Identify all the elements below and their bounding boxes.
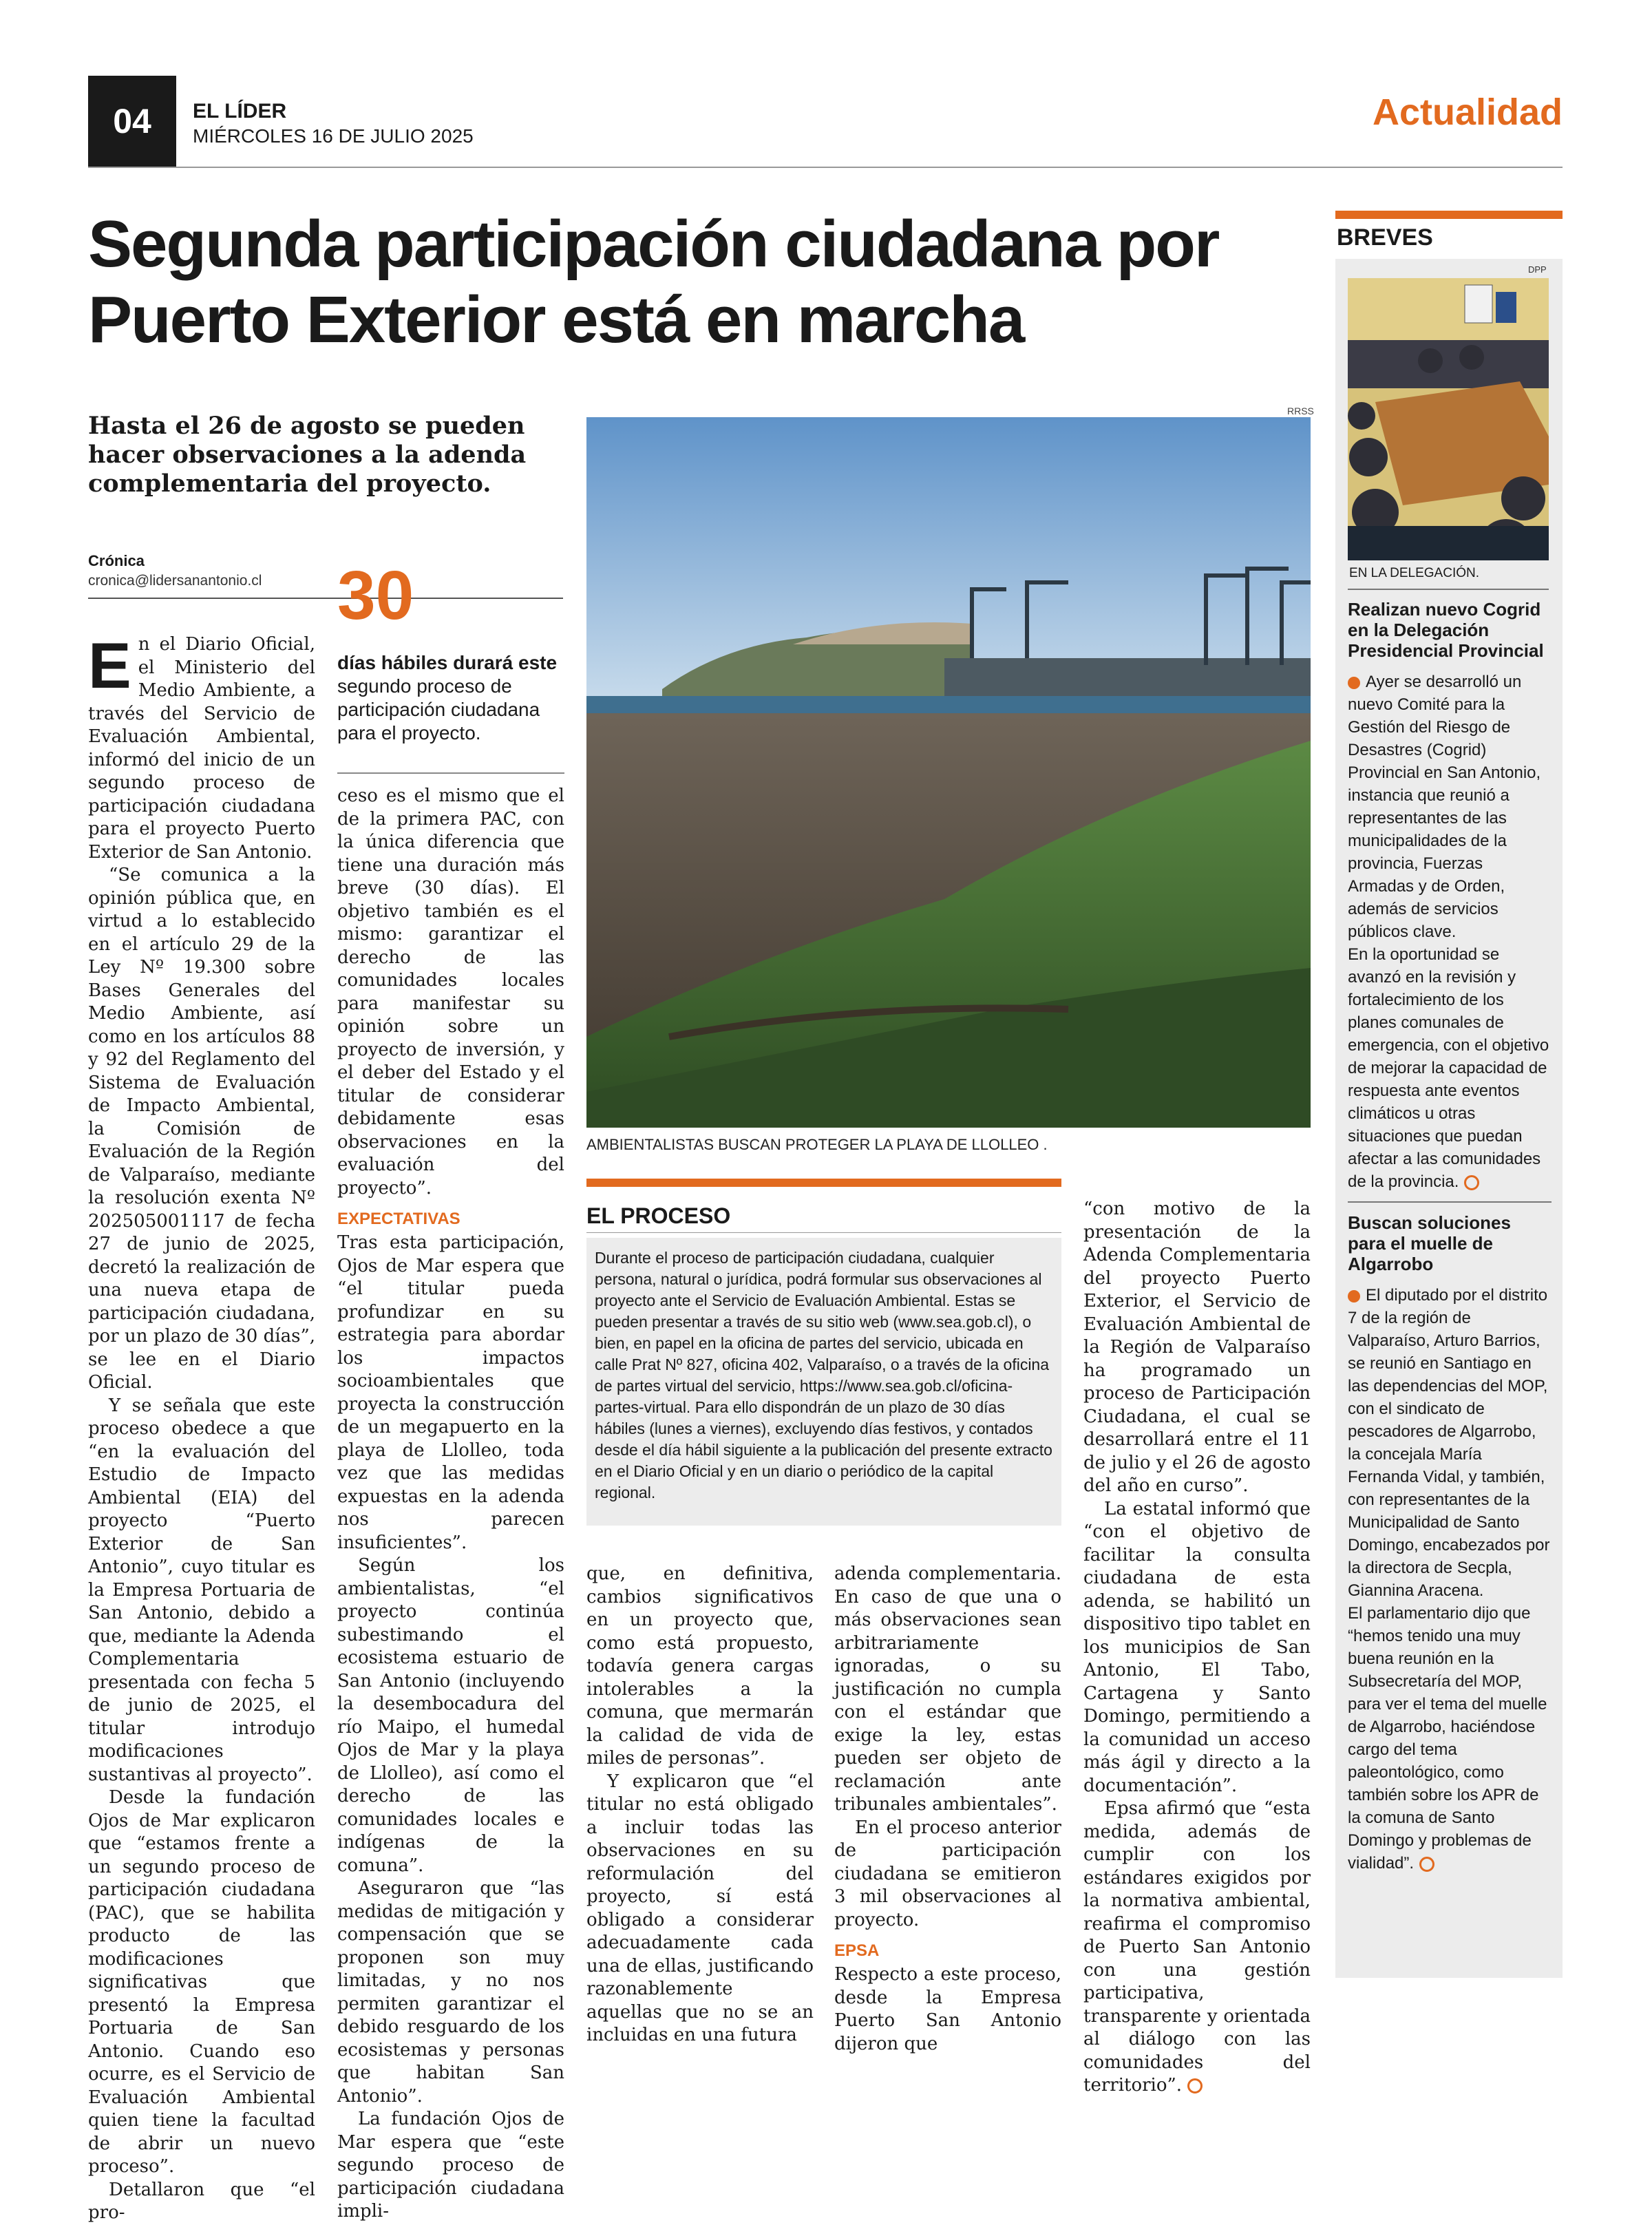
photo-caption: AMBIENTALISTAS BUSCAN PROTEGER LA PLAYA DE LLOLLEO . — [586, 1136, 1048, 1153]
highlight-text: segundo proceso de participación ciudadana para el proyecto. — [337, 675, 540, 744]
brief-cogrid — [1348, 599, 1552, 1875]
highlight-bold: días hábiles durará este — [337, 652, 558, 673]
brief-1-title: Realizan nuevo Cogrid en la Delegación Presidencial Provincial — [1348, 599, 1544, 661]
end-mark-icon — [1187, 2078, 1203, 2094]
newspaper-name: EL LÍDER — [193, 100, 287, 123]
col4-subheading: EPSA — [834, 1941, 880, 1960]
article-headline: Segunda participación ciudadana por Puerto Exterior está en marcha — [88, 207, 1219, 357]
box-title: EL PROCESO — [586, 1203, 731, 1228]
col2-subheading: EXPECTATIVAS — [337, 1210, 460, 1228]
highlight-number: 30 — [337, 557, 414, 634]
box-rule — [586, 1232, 1061, 1233]
col1-paragraph-5: Detallaron que “el pro- — [88, 2179, 315, 2223]
article-subhead: Hasta el 26 de agosto se pueden hacer observaciones a la adenda complementaria del proyecto. — [88, 412, 527, 498]
end-mark-icon — [1464, 1175, 1479, 1190]
box-text: Durante el proceso de participación ciudadana, cualquier persona, natural o jurídica, podrá formular sus observaciones al proyecto ante el Servicio de Evaluación Ambiental. Estas se pueden presentar a través de su sitio web (www.sea.gob.cl), o bien, en papel en la oficina de partes del servicio, ubicada en calle Prat Nº 827, oficina 402, Valparaíso, o a través de la oficina de partes virtual del servicio, https://www.sea.gob.cl/oficina-partes-virtual. Para ello dispondrán de un plazo de 30 días hábiles (lunes a viernes), excluyendo días festivos, y contados desde el día hábil siguiente a la publicación del presente extracto en el Diario Oficial y en un diario o periódico de la capital regional. — [595, 1249, 1052, 1501]
col2-paragraph-3: Según los ambientalistas, “el proyecto continúa subestimando el ecosistema estuario de San Antonio (incluyendo la desembocadura del río Maipo, el humedal Ojos de Mar y la playa de Llolleo), así como el derecho de las comunidades locales e indígenas de la comuna”. — [337, 1555, 564, 1876]
sidebar-accent-bar — [1335, 211, 1563, 219]
dropcap: E — [88, 629, 131, 702]
page-number: 04 — [88, 76, 176, 167]
bullet-icon — [1348, 1290, 1360, 1303]
col4-paragraph-1: adenda complementaria. En caso de que una o más observaciones sean arbitrariamente ignoradas, o su justificación no cumpla con el estándar que exige la ley, estas pueden ser objeto de reclamación ante tribunales ambientales”. — [834, 1563, 1061, 1815]
bullet-icon — [1348, 677, 1360, 689]
col1-paragraph-4: Desde la fundación Ojos de Mar explicaron que “estamos frente a un segundo proceso de participación ciudadana (PAC), que se habilita producto de las modificaciones significativas que presentó la Empresa Portuaria de San Antonio. Cuando eso ocurre, es el Servicio de Evaluación Ambiental quien tiene la facultad de abrir un nuevo proceso”. — [88, 1787, 315, 2177]
byline-name: Crónica — [88, 552, 145, 569]
article-column-3 — [586, 1563, 814, 2047]
sidebar-title: BREVES — [1337, 224, 1433, 251]
article-column-4 — [834, 1563, 1061, 2056]
col5-paragraph-1: “con motivo de la presentación de la Adenda Complementaria del proyecto Puerto Exterior, el Servicio de Evaluación Ambiental de la Región de Valparaíso ha programado un proceso de Participación Ciudadana, el cual se desarrollará entre el 11 de julio y el 26 de agosto del año en curso”. — [1083, 1199, 1311, 1496]
byline-rule — [88, 598, 563, 599]
issue-date: MIÉRCOLES 16 DE JULIO 2025 — [193, 125, 474, 147]
meeting-photo — [1348, 278, 1549, 560]
photo-credit: RRSS — [1287, 405, 1314, 416]
byline-email[interactable]: cronica@lidersanantonio.cl — [88, 573, 262, 589]
article-column-5 — [1083, 1198, 1311, 2098]
sidebar-photo-caption: EN LA DELEGACIÓN. — [1349, 566, 1480, 580]
brief-divider — [1348, 1201, 1552, 1203]
end-mark-icon — [1419, 1857, 1434, 1872]
col2-paragraph-2: Tras esta participación, Ojos de Mar espera que “el titular pueda profundizar en su estrategia para abordar los impactos socioambientales que proyecta la construcción de un megapuerto en la playa de Llolleo, toda vez que las medidas expuestas en la adenda nos parecen insuficientes”. — [337, 1232, 564, 1553]
col1-paragraph-3: Y se señala que este proceso obedece a que “en la evaluación del Estudio de Impacto Ambiental (EIA) del proyecto “Puerto Exterior de San Antonio”, cuyo titular es la Empresa Portuaria de San Antonio, debido a que, mediante la Adenda Complementaria presentada con fecha 5 de junio de 2025, el titular introdujo modificaciones sustantivas al proyecto”. — [88, 1395, 315, 1785]
col4-paragraph-3: Respecto a este proceso, desde la Empresa Puerto San Antonio dijeron que — [834, 1964, 1061, 2054]
col2-paragraph-4: Aseguraron que “las medidas de mitigación y compensación que se proponen son muy limitadas, y no nos permiten garantizar el debido resguardo de los ecosistemas y personas que habitan San Antonio”. — [337, 1878, 564, 2107]
sidebar-photo-credit: DPP — [1528, 264, 1547, 275]
col2-paragraph-1: ceso es el mismo que el de la primera PAC, con la única diferencia que tiene una duración más breve (30 días). El objetivo también es el mismo: garantizar el derecho de las comunidades locales para manifestar su opinión sobre un proyecto de inversión, y el deber del Estado y el titular de considerar debidamente esas observaciones en la evaluación del proyecto”. — [337, 785, 564, 1199]
brief-2-title: Buscan soluciones para el muelle de Algarrobo — [1348, 1212, 1511, 1274]
col1-paragraph-2: “Se comunica a la opinión pública que, en virtud a lo establecido en el artículo 29 de la Ley Nº 19.300 sobre Bases Generales del Medio Ambiente, así como en los artículos 88 y 92 del Reglamento del Sistema de Evaluación de Impacto Ambiental, la Comisión de Evaluación de la Región de Valparaíso, mediante la resolución exenta Nº 202505001117 de fecha 27 de junio de 2025, decretó la realización de una nueva etapa de participación ciudadana, por un plazo de 30 días”, se lee en el Diario Oficial. — [88, 865, 315, 1393]
col3-paragraph-1: que, en definitiva, cambios significativos en un proyecto que, como está propuesto, todavía genera cargas intolerables a la comuna, que mermarán la calidad de vida de miles de personas”. — [586, 1563, 814, 1769]
accent-rule — [586, 1179, 1061, 1187]
col5-paragraph-2: La estatal informó que “con el objetivo de facilitar la consulta ciudadana de esta adenda, se habilitó un dispositivo tipo tablet en los municipios de San Antonio, El Tabo, Cartagena y Santo Domingo, permitiendo a la comunidad un acceso más ágil y directo a la documentación”. — [1083, 1498, 1311, 1796]
highlight-rule — [337, 772, 564, 774]
process-box — [586, 1238, 1061, 1526]
brief-2-paragraph-1: El diputado por el distrito 7 de la región de Valparaíso, Arturo Barrios, se reunió en Santiago en las dependencias del MOP, con el sindicato de pescadores de Algarrobo, la concejala María Fernanda Vidal, y también, con representantes de la Municipalidad de Santo Domingo, encabezados por la directora de Secpla, Giannina Aracena. — [1348, 1286, 1550, 1600]
sidebar-rule — [1348, 589, 1549, 590]
beach-port-photo — [586, 417, 1311, 1128]
col1-paragraph-1: n el Diario Oficial, el Ministerio del Medio Ambiente, a través del Servicio de Evaluación Ambiental, informó del inicio de un segundo proceso de participación ciudadana para el proyecto Puerto Exterior de San Antonio. — [88, 634, 315, 863]
col5-paragraph-3: Epsa afirmó que “esta medida, además de cumplir con los estándares exigidos por la normativa ambiental, reafirma el compromiso de Puerto San Antonio con una gestión participativa, transparente y orientada al diálogo con las comunidades del territorio”. — [1083, 1798, 1311, 2096]
col4-paragraph-2: En el proceso anterior de participación ciudadana se emitieron 3 mil observaciones al proyecto. — [834, 1817, 1061, 1930]
col2-paragraph-5: La fundación Ojos de Mar espera que “este segundo proceso de participación ciudadana impli- — [337, 2109, 564, 2222]
article-column-1 — [88, 629, 315, 2225]
brief-2-paragraph-2: El parlamentario dijo que “hemos tenido una muy buena reunión en la Subsecretaría del MOP, para ver el tema del muelle de Algarrobo, haciéndose cargo del tema paleontológico, como también sobre los APR de la comuna de Santo Domingo y problemas de vialidad”. — [1348, 1604, 1547, 1873]
header-rule — [88, 167, 1563, 168]
col3-paragraph-2: Y explicaron que “el titular no está obligado a incluir todas las observaciones en su reformulación del proyecto, sí está obligado a considerar adecuadamente cada una de ellas, justificando razonablemente aquellas que no se an incluidas en una futura — [586, 1771, 814, 2045]
brief-1-paragraph-1: Ayer se desarrolló un nuevo Comité para la Gestión del Riesgo de Desastres (Cogrid) Provincial en San Antonio, instancia que reunió a representantes de las municipalidades de la provincia, Fuerzas Armadas y de Orden, además de servicios públicos clave. — [1348, 673, 1541, 941]
article-column-2 — [337, 785, 564, 2224]
brief-1-paragraph-2: En la oportunidad se avanzó en la revisión y fortalecimiento de los planes comunales de emergencia, con el objetivo de mejorar la capacidad de respuesta ante eventos climáticos u otras situaciones que puedan afectar a las comunidades de la provincia. — [1348, 945, 1549, 1191]
section-name: Actualidad — [1372, 92, 1563, 133]
